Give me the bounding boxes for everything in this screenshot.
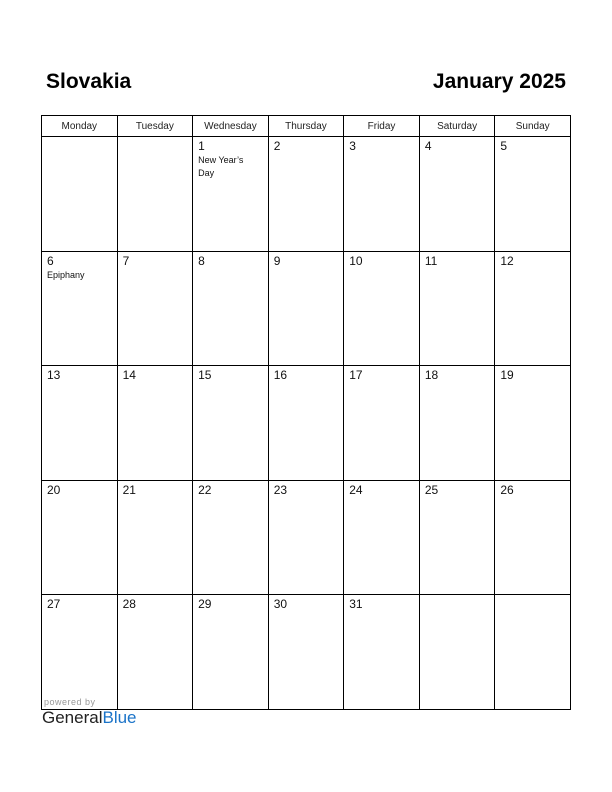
day-cell	[495, 480, 571, 595]
day-number: 24	[349, 482, 363, 497]
day-number: 2	[273, 139, 281, 153]
day-cell	[193, 366, 269, 481]
day-cell	[495, 137, 571, 252]
day-cell	[344, 251, 420, 366]
day-number: 23	[273, 482, 288, 497]
holiday-label: New Year’s Day	[198, 155, 244, 178]
day-cell	[42, 480, 118, 595]
weekday-friday: Friday	[344, 116, 420, 137]
calendar-grid	[41, 115, 571, 710]
week-row	[42, 366, 571, 481]
day-cell	[42, 137, 118, 252]
weekday-tuesday: Tuesday	[117, 116, 193, 137]
day-cell	[344, 137, 420, 252]
day-cell	[419, 480, 495, 595]
day-cell	[117, 366, 193, 481]
day-cell	[268, 366, 344, 481]
day-cell	[42, 251, 118, 366]
day-number: 27	[47, 597, 61, 611]
day-number: 19	[500, 368, 514, 382]
day-number: 8	[198, 253, 205, 268]
day-number: 9	[273, 253, 281, 268]
day-number: 10	[349, 253, 363, 268]
week-row	[42, 480, 571, 595]
day-cell	[268, 480, 344, 595]
day-cell	[344, 595, 420, 710]
day-cell	[117, 480, 193, 595]
day-number: 28	[122, 597, 136, 611]
day-cell	[42, 595, 118, 710]
generalblue-logo	[42, 708, 137, 728]
powered-by-text: powered by	[44, 697, 96, 707]
day-number: 20	[47, 482, 61, 497]
day-cell	[193, 137, 269, 252]
week-row	[42, 137, 571, 252]
day-cell	[419, 595, 495, 710]
day-number: 5	[500, 139, 508, 153]
brand-general: General	[42, 708, 103, 727]
weekday-wednesday: Wednesday	[193, 116, 269, 137]
day-cell	[193, 595, 269, 710]
day-number: 17	[349, 368, 363, 382]
day-number: 31	[349, 597, 363, 611]
week-row	[42, 595, 571, 710]
day-number: 15	[198, 368, 212, 382]
week-row	[42, 251, 571, 366]
day-cell	[419, 137, 495, 252]
day-cell	[42, 366, 118, 481]
day-cell	[495, 366, 571, 481]
day-cell	[268, 251, 344, 366]
weekday-header-row	[42, 116, 571, 137]
day-number: 29	[198, 597, 212, 611]
day-number: 7	[122, 253, 130, 268]
weekday-sunday: Sunday	[495, 116, 571, 137]
day-cell	[117, 251, 193, 366]
day-cell	[419, 366, 495, 481]
day-number: 21	[122, 482, 136, 497]
day-cell	[495, 595, 571, 710]
weekday-saturday: Saturday	[419, 116, 495, 137]
day-cell	[419, 251, 495, 366]
day-number: 22	[198, 482, 212, 497]
month-year-title: January 2025	[432, 70, 566, 93]
day-number: 11	[424, 253, 438, 268]
day-number: 4	[424, 139, 432, 153]
day-number: 13	[47, 368, 61, 382]
holiday-label: Epiphany	[47, 269, 85, 280]
day-cell	[193, 480, 269, 595]
day-number: 6	[47, 253, 54, 268]
day-number: 14	[122, 368, 136, 382]
day-cell	[344, 480, 420, 595]
day-number: 1	[198, 139, 205, 153]
day-cell	[117, 595, 193, 710]
country-title: Slovakia	[46, 70, 132, 93]
brand-blue: Blue	[102, 708, 137, 727]
day-cell	[268, 137, 344, 252]
day-number: 30	[273, 597, 288, 611]
day-cell	[117, 137, 193, 252]
day-number: 18	[424, 368, 439, 382]
day-cell	[268, 595, 344, 710]
weekday-monday: Monday	[42, 116, 118, 137]
day-number: 3	[349, 139, 356, 153]
day-number: 25	[424, 482, 439, 497]
day-number: 16	[273, 368, 288, 382]
day-cell	[495, 251, 571, 366]
day-cell	[193, 251, 269, 366]
weekday-thursday: Thursday	[268, 116, 344, 137]
day-number: 26	[500, 482, 514, 497]
day-cell	[344, 366, 420, 481]
day-number: 12	[500, 253, 514, 268]
